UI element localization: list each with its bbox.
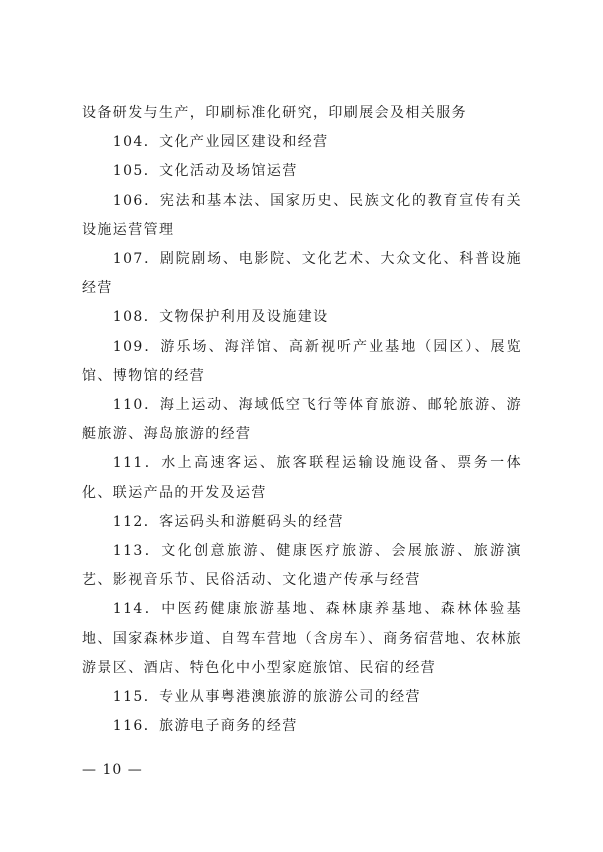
document-body — [82, 99, 522, 741]
list-item-114: 114．中医药健康旅游基地、森林康养基地、森林体验基地、国家森林步道、自驾车营地（含房车）、商务宿营地、农林旅游景区、酒店、特色化中小型家庭旅馆、民宿的经营 — [82, 601, 522, 676]
list-item-116: 116．旅游电子商务的经营 — [112, 718, 298, 735]
list-item-111: 111．水上高速客运、旅客联程运输设施设备、票务一体化、联运产品的开发及运营 — [82, 455, 522, 501]
list-item-113: 113．文化创意旅游、健康医疗旅游、会展旅游、旅游演艺、影视音乐节、民俗活动、文化遗产传承与经营 — [82, 543, 522, 589]
list-item-104: 104．文化产业园区建设和经营 — [112, 134, 329, 151]
continuation-text: 设备研发与生产，印刷标准化研究，印刷展会及相关服务 — [82, 105, 467, 121]
page-number: — 10 — — [82, 762, 143, 778]
list-item-107: 107．剧院剧场、电影院、文化艺术、大众文化、科普设施经营 — [82, 251, 522, 297]
list-item-108: 108．文物保护利用及设施建设 — [112, 309, 329, 326]
list-item-112: 112．客运码头和游艇码头的经营 — [112, 513, 344, 530]
list-item-109: 109．游乐场、海洋馆、高新视听产业基地（园区）、展览馆、博物馆的经营 — [82, 338, 522, 384]
list-item-105: 105．文化活动及场馆运营 — [112, 163, 298, 180]
list-item-110: 110．海上运动、海域低空飞行等体育旅游、邮轮旅游、游艇旅游、海岛旅游的经营 — [82, 397, 522, 443]
list-item-106: 106．宪法和基本法、国家历史、民族文化的教育宣传有关设施运营管理 — [82, 192, 522, 238]
list-item-115: 115．专业从事粤港澳旅游的旅游公司的经营 — [112, 689, 421, 706]
